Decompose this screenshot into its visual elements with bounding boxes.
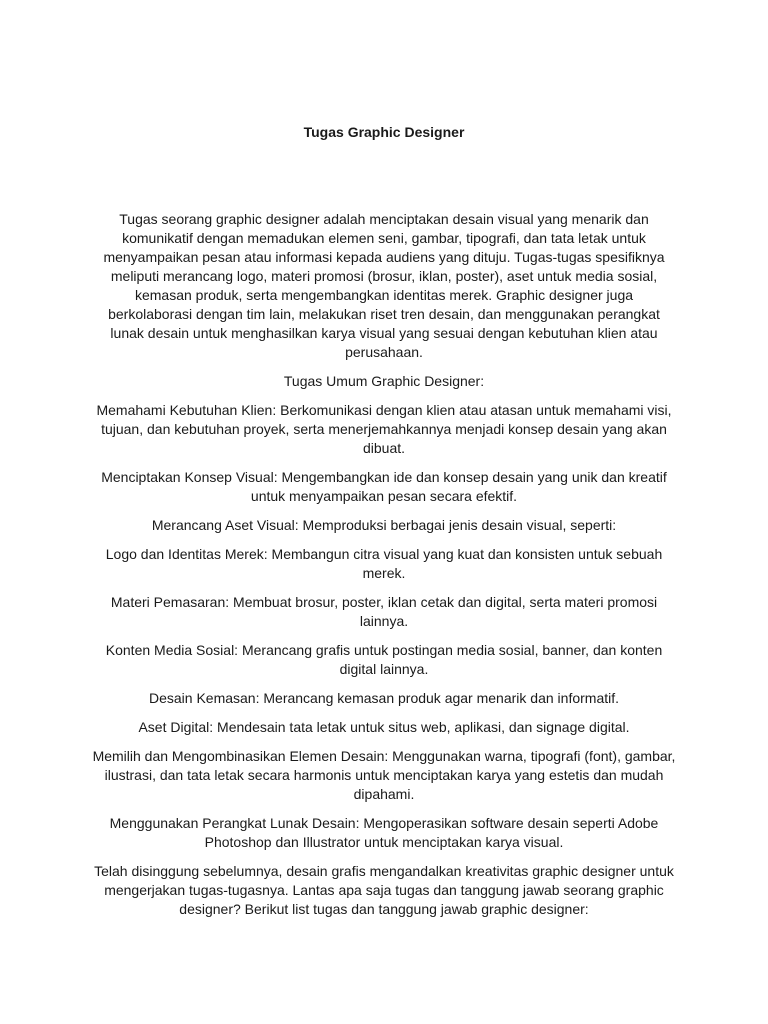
paragraph-intro: Tugas seorang graphic designer adalah menciptakan desain visual yang menarik dan komunikatif dengan memadukan elemen seni, gambar, tipografi, dan tata letak untuk menyampaikan pesan atau informasi kepada audiens yang dituju. Tugas-tugas spesifiknya meliputi merancang logo, materi promosi (brosur, iklan, poster), aset untuk media sosial, kemasan produk, serta mengembangkan identitas merek. Graphic designer juga berkolaborasi dengan tim lain, melakukan riset tren desain, dan menggunakan perangkat lunak desain untuk menghasilkan karya visual yang sesuai dengan kebutuhan klien atau perusahaan. xyxy=(103,211,665,360)
paragraph-design-software: Menggunakan Perangkat Lunak Desain: Mengoperasikan software desain seperti Adobe Photoshop dan Illustrator untuk menciptakan karya visual. xyxy=(109,815,659,850)
paragraph-closing: Telah disinggung sebelumnya, desain grafis mengandalkan kreativitas graphic designer untuk mengerjakan tugas-tugasnya. Lantas apa saja tugas dan tanggung jawab seorang graphic designer? Berikut list tugas dan tanggung jawab graphic designer: xyxy=(94,863,674,917)
document-body xyxy=(92,210,676,929)
document-title: Tugas Graphic Designer xyxy=(303,124,465,140)
paragraph-visual-assets: Merancang Aset Visual: Memproduksi berbagai jenis desain visual, seperti: xyxy=(151,517,617,533)
paragraph-marketing-materials: Materi Pemasaran: Membuat brosur, poster, iklan cetak dan digital, serta materi promosi lainnya. xyxy=(110,594,658,629)
paragraph-visual-concept: Menciptakan Konsep Visual: Mengembangkan ide dan konsep desain yang unik dan kreatif untuk menyampaikan pesan secara efektif. xyxy=(101,469,667,504)
paragraph-packaging: Desain Kemasan: Merancang kemasan produk agar menarik dan informatif. xyxy=(148,690,620,706)
paragraph-logo-identity: Logo dan Identitas Merek: Membangun citra visual yang kuat dan konsisten untuk sebuah merek. xyxy=(105,546,663,581)
paragraph-client-needs: Memahami Kebutuhan Klien: Berkomunikasi dengan klien atau atasan untuk memahami visi, tujuan, dan kebutuhan proyek, serta menerjemahkannya menjadi konsep desain yang akan dibuat. xyxy=(96,402,672,456)
paragraph-heading-general-tasks: Tugas Umum Graphic Designer: xyxy=(283,373,485,389)
paragraph-digital-assets: Aset Digital: Mendesain tata letak untuk situs web, aplikasi, dan signage digital. xyxy=(138,719,630,735)
paragraph-design-elements: Memilih dan Mengombinasikan Elemen Desain: Menggunakan warna, tipografi (font), gambar, ilustrasi, dan tata letak secara harmonis untuk menciptakan karya yang estetis dan mudah dipahami. xyxy=(92,748,676,802)
paragraph-social-media: Konten Media Sosial: Merancang grafis untuk postingan media sosial, banner, dan konten digital lainnya. xyxy=(105,642,663,677)
